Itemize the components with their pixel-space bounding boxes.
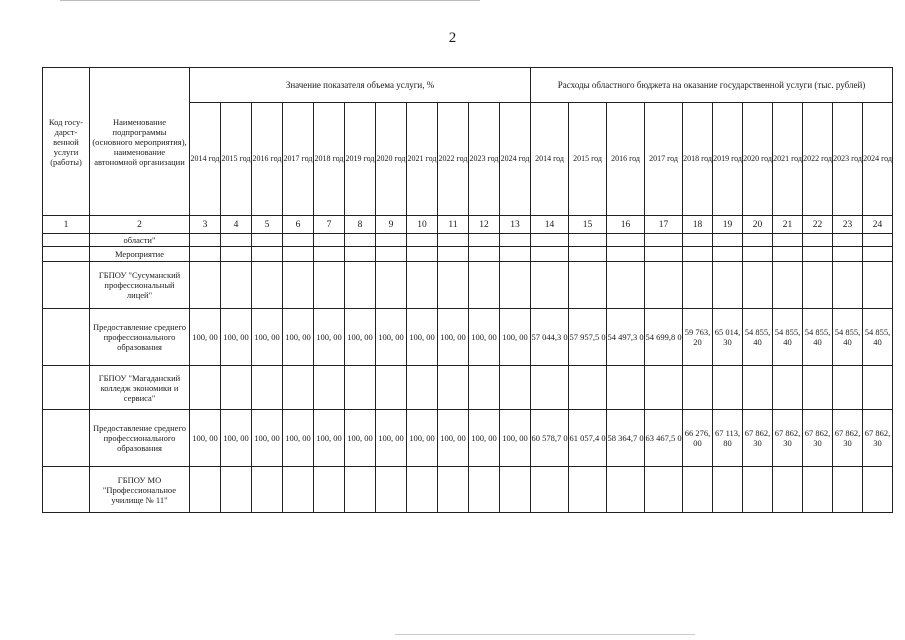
volume-cell — [407, 366, 438, 410]
volume-cell — [314, 262, 345, 309]
column-number: 4 — [221, 216, 252, 234]
column-number: 21 — [773, 216, 803, 234]
budget-cell: 54 855, 40 — [833, 309, 863, 366]
volume-cell — [438, 234, 469, 247]
budget-cell — [683, 366, 713, 410]
budget-year-header: 2015 год — [569, 103, 607, 216]
budget-cell — [713, 247, 743, 262]
volume-cell — [221, 262, 252, 309]
budget-cell: 54 855, 40 — [863, 309, 893, 366]
volume-cell — [283, 234, 314, 247]
scan-edge-line — [60, 0, 480, 1]
code-cell — [43, 366, 90, 410]
table-row — [43, 234, 893, 247]
volume-cell — [252, 366, 283, 410]
volume-year-header: 2015 год — [221, 103, 252, 216]
scan-edge-line-bottom — [395, 634, 695, 635]
volume-cell: 100, 00 — [190, 309, 221, 366]
volume-year-header: 2020 год — [376, 103, 407, 216]
volume-cell — [469, 247, 500, 262]
budget-cell — [645, 467, 683, 513]
budget-cell — [743, 234, 773, 247]
column-number: 7 — [314, 216, 345, 234]
column-number: 22 — [803, 216, 833, 234]
header-code: Код госу-дарст-венной услуги (работы) — [43, 68, 90, 216]
budget-year-header: 2017 год — [645, 103, 683, 216]
column-number: 3 — [190, 216, 221, 234]
budget-cell — [863, 247, 893, 262]
volume-cell: 100, 00 — [438, 410, 469, 467]
budget-cell — [713, 467, 743, 513]
budget-cell: 54 855, 40 — [803, 309, 833, 366]
volume-year-header: 2017 год — [283, 103, 314, 216]
volume-cell — [500, 247, 531, 262]
budget-cell — [531, 234, 569, 247]
services-table — [42, 67, 893, 513]
budget-cell: 63 467,5 0 — [645, 410, 683, 467]
budget-cell — [713, 262, 743, 309]
volume-cell: 100, 00 — [407, 410, 438, 467]
budget-cell — [833, 262, 863, 309]
volume-cell — [469, 262, 500, 309]
volume-cell — [283, 262, 314, 309]
volume-year-header: 2021 год — [407, 103, 438, 216]
column-number: 18 — [683, 216, 713, 234]
volume-cell — [469, 467, 500, 513]
column-number: 5 — [252, 216, 283, 234]
volume-cell — [314, 234, 345, 247]
volume-cell: 100, 00 — [221, 410, 252, 467]
budget-year-header: 2023 год — [833, 103, 863, 216]
header-budget-group: Расходы областного бюджета на оказание государственной услуги (тыс. рублей) — [531, 68, 893, 103]
volume-cell — [221, 366, 252, 410]
budget-cell — [773, 467, 803, 513]
volume-cell — [190, 467, 221, 513]
budget-year-header: 2024 год — [863, 103, 893, 216]
volume-cell — [221, 247, 252, 262]
volume-cell — [407, 262, 438, 309]
code-cell — [43, 410, 90, 467]
volume-cell: 100, 00 — [314, 309, 345, 366]
volume-cell: 100, 00 — [283, 410, 314, 467]
table-row — [43, 68, 893, 103]
volume-cell: 100, 00 — [500, 309, 531, 366]
volume-year-header: 2014 год — [190, 103, 221, 216]
budget-cell — [569, 247, 607, 262]
budget-year-header: 2019 год — [713, 103, 743, 216]
budget-cell — [645, 262, 683, 309]
budget-cell — [607, 234, 645, 247]
volume-cell — [252, 467, 283, 513]
volume-cell — [469, 366, 500, 410]
row-name: ГБПОУ "Сусуманский профессиональный лицей" — [90, 262, 190, 309]
budget-year-header: 2020 год — [743, 103, 773, 216]
budget-cell — [531, 366, 569, 410]
budget-cell — [645, 247, 683, 262]
budget-year-header: 2018 год — [683, 103, 713, 216]
volume-cell — [376, 467, 407, 513]
page-number: 2 — [448, 30, 457, 46]
budget-year-header: 2021 год — [773, 103, 803, 216]
budget-cell: 67 862, 30 — [833, 410, 863, 467]
volume-cell — [221, 234, 252, 247]
budget-cell — [743, 467, 773, 513]
column-number: 17 — [645, 216, 683, 234]
table-row — [43, 467, 893, 513]
budget-cell — [743, 247, 773, 262]
budget-cell — [773, 366, 803, 410]
volume-cell — [438, 366, 469, 410]
budget-cell — [683, 234, 713, 247]
volume-cell — [190, 366, 221, 410]
code-cell — [43, 309, 90, 366]
volume-cell — [500, 234, 531, 247]
budget-cell — [833, 366, 863, 410]
volume-cell: 100, 00 — [407, 309, 438, 366]
volume-cell — [345, 247, 376, 262]
volume-cell — [438, 247, 469, 262]
volume-cell — [376, 234, 407, 247]
header-name: Наименование подпрограммы (основного мероприятия), наименование автономной организации — [90, 68, 190, 216]
budget-cell — [645, 234, 683, 247]
column-number: 15 — [569, 216, 607, 234]
budget-cell — [683, 467, 713, 513]
budget-cell — [803, 467, 833, 513]
volume-year-header: 2024 год — [500, 103, 531, 216]
budget-cell — [683, 262, 713, 309]
volume-cell — [314, 247, 345, 262]
budget-cell: 67 862, 30 — [743, 410, 773, 467]
budget-cell — [833, 467, 863, 513]
row-name: Предоставление среднего профессионального образования — [90, 410, 190, 467]
column-number: 1 — [43, 216, 90, 234]
budget-cell — [607, 247, 645, 262]
column-number: 24 — [863, 216, 893, 234]
volume-cell: 100, 00 — [314, 410, 345, 467]
budget-cell: 67 862, 30 — [803, 410, 833, 467]
row-name: области" — [90, 234, 190, 247]
budget-cell — [773, 234, 803, 247]
volume-cell — [252, 234, 283, 247]
column-number: 13 — [500, 216, 531, 234]
code-cell — [43, 262, 90, 309]
budget-cell — [803, 262, 833, 309]
volume-cell — [314, 467, 345, 513]
volume-cell: 100, 00 — [500, 410, 531, 467]
header-volume-group: Значение показателя объема услуги, % — [190, 68, 531, 103]
volume-cell — [407, 234, 438, 247]
table-row — [43, 216, 893, 234]
volume-cell: 100, 00 — [376, 410, 407, 467]
volume-cell: 100, 00 — [438, 309, 469, 366]
budget-cell: 58 364,7 0 — [607, 410, 645, 467]
budget-cell: 57 044,3 0 — [531, 309, 569, 366]
budget-cell — [803, 366, 833, 410]
volume-cell — [190, 247, 221, 262]
volume-cell: 100, 00 — [469, 309, 500, 366]
column-number: 8 — [345, 216, 376, 234]
row-name: Предоставление среднего профессионального образования — [90, 309, 190, 366]
budget-cell — [531, 467, 569, 513]
volume-cell — [190, 234, 221, 247]
budget-cell — [569, 234, 607, 247]
budget-cell — [743, 262, 773, 309]
budget-cell — [863, 262, 893, 309]
volume-cell — [345, 262, 376, 309]
budget-year-header: 2016 год — [607, 103, 645, 216]
budget-cell: 54 497,3 0 — [607, 309, 645, 366]
budget-cell: 54 855, 40 — [773, 309, 803, 366]
volume-cell — [407, 467, 438, 513]
column-number: 23 — [833, 216, 863, 234]
volume-cell — [376, 366, 407, 410]
volume-cell — [283, 366, 314, 410]
budget-cell — [833, 234, 863, 247]
volume-cell — [221, 467, 252, 513]
volume-cell — [469, 234, 500, 247]
table-row — [43, 262, 893, 309]
budget-cell — [773, 247, 803, 262]
volume-cell: 100, 00 — [283, 309, 314, 366]
budget-cell — [743, 366, 773, 410]
volume-cell: 100, 00 — [190, 410, 221, 467]
budget-cell — [713, 366, 743, 410]
column-number: 2 — [90, 216, 190, 234]
budget-cell — [569, 262, 607, 309]
volume-year-header: 2019 год — [345, 103, 376, 216]
volume-cell — [438, 262, 469, 309]
volume-year-header: 2022 год — [438, 103, 469, 216]
column-number: 16 — [607, 216, 645, 234]
budget-cell — [683, 247, 713, 262]
row-name: ГБПОУ "Магаданский колледж экономики и сервиса" — [90, 366, 190, 410]
row-name: Мероприятие — [90, 247, 190, 262]
budget-cell — [713, 234, 743, 247]
budget-cell — [569, 366, 607, 410]
budget-cell: 54 699,8 0 — [645, 309, 683, 366]
volume-cell — [500, 366, 531, 410]
volume-cell — [376, 247, 407, 262]
column-number: 6 — [283, 216, 314, 234]
budget-cell: 67 862, 30 — [863, 410, 893, 467]
budget-cell: 65 014, 30 — [713, 309, 743, 366]
budget-cell — [773, 262, 803, 309]
table-row — [43, 366, 893, 410]
budget-cell — [803, 247, 833, 262]
volume-cell: 100, 00 — [376, 309, 407, 366]
volume-cell — [283, 247, 314, 262]
column-number: 12 — [469, 216, 500, 234]
volume-year-header: 2018 год — [314, 103, 345, 216]
volume-cell — [314, 366, 345, 410]
budget-year-header: 2022 год — [803, 103, 833, 216]
budget-cell: 59 763, 20 — [683, 309, 713, 366]
budget-cell — [607, 467, 645, 513]
budget-cell — [645, 366, 683, 410]
budget-cell: 61 057,4 0 — [569, 410, 607, 467]
table-row — [43, 247, 893, 262]
column-number: 11 — [438, 216, 469, 234]
volume-cell: 100, 00 — [221, 309, 252, 366]
budget-cell — [833, 247, 863, 262]
volume-cell: 100, 00 — [469, 410, 500, 467]
volume-cell — [438, 467, 469, 513]
budget-cell: 67 862, 30 — [773, 410, 803, 467]
budget-cell — [607, 262, 645, 309]
volume-cell — [407, 247, 438, 262]
volume-cell — [345, 366, 376, 410]
budget-cell — [863, 467, 893, 513]
budget-year-header: 2014 год — [531, 103, 569, 216]
code-cell — [43, 247, 90, 262]
column-number: 14 — [531, 216, 569, 234]
volume-cell — [283, 467, 314, 513]
budget-cell: 60 578,7 0 — [531, 410, 569, 467]
volume-cell — [190, 262, 221, 309]
budget-cell: 66 276, 00 — [683, 410, 713, 467]
table-row — [43, 410, 893, 467]
budget-cell — [863, 234, 893, 247]
volume-cell: 100, 00 — [252, 410, 283, 467]
column-number: 20 — [743, 216, 773, 234]
column-number: 10 — [407, 216, 438, 234]
volume-cell — [500, 262, 531, 309]
volume-cell — [252, 247, 283, 262]
volume-cell — [252, 262, 283, 309]
volume-year-header: 2023 год — [469, 103, 500, 216]
volume-cell: 100, 00 — [345, 309, 376, 366]
volume-cell — [500, 467, 531, 513]
budget-cell — [569, 467, 607, 513]
code-cell — [43, 234, 90, 247]
code-cell — [43, 467, 90, 513]
budget-cell — [531, 247, 569, 262]
row-name: ГБПОУ МО "Профессиональное училище № 11" — [90, 467, 190, 513]
volume-cell — [345, 234, 376, 247]
column-number: 19 — [713, 216, 743, 234]
budget-cell — [531, 262, 569, 309]
volume-year-header: 2016 год — [252, 103, 283, 216]
budget-cell: 67 113, 80 — [713, 410, 743, 467]
table-row — [43, 309, 893, 366]
volume-cell — [345, 467, 376, 513]
budget-cell — [863, 366, 893, 410]
budget-cell — [607, 366, 645, 410]
budget-cell: 54 855, 40 — [743, 309, 773, 366]
volume-cell: 100, 00 — [345, 410, 376, 467]
budget-cell — [803, 234, 833, 247]
column-number: 9 — [376, 216, 407, 234]
volume-cell — [376, 262, 407, 309]
volume-cell: 100, 00 — [252, 309, 283, 366]
budget-cell: 57 957,5 0 — [569, 309, 607, 366]
